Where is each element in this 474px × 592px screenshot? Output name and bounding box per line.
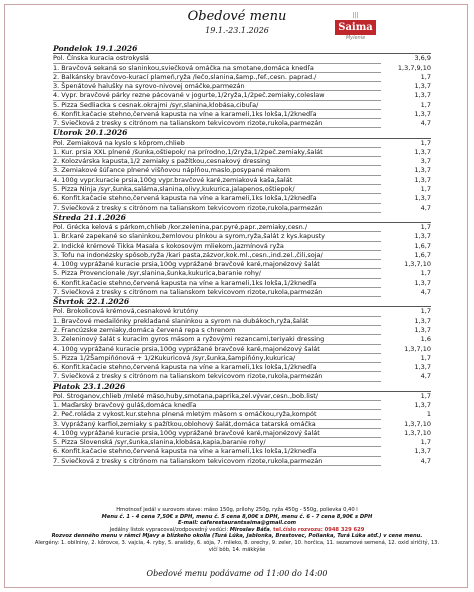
menu-item — [53, 176, 431, 185]
weights-note: Hmotnosť jedál v surovom stave: mäso 150g, prílohy 250g, ryža 450g - 550g, polievka 0,40 l — [116, 507, 358, 513]
menu-title: Obedové menu — [187, 9, 287, 24]
menu-item-name: 3. Špenátové halušky na syrovo-nivovej omáčke,parmezán — [53, 82, 381, 91]
menu-item — [53, 260, 431, 269]
menu-item — [53, 326, 431, 335]
menu-item — [53, 317, 431, 326]
menu-item — [53, 363, 431, 372]
menu-item-allergens: 1,3,7 — [414, 316, 431, 325]
responsible-name: Miroslav Báťa — [229, 526, 270, 533]
menu-item-name: 4. 100g vyprážané kuracie prsia,100g vyprážané bravčové karé,majonézový šalát — [53, 260, 381, 269]
delivery-note: Rozvoz denného menu v rámci Mjavy a blízkeho okolia (Turá Lúka, Jablonka, Brestovec, Polianka, Turá Lúka atď.) v cene menu. — [51, 533, 423, 540]
menu-dates: 19.1.-23.1.2026 — [205, 26, 269, 35]
menu-item-name: 6. Konfit.kačacie stehno,červená kapusta na víne a karameli,1ks lokša,1/2knedľa — [53, 363, 381, 372]
menu-item-allergens: 4,7 — [420, 372, 431, 381]
menu-item-name: 4. 100g vypr.kuracie prsia,100g vypr.bravčové karé,zemiaková kaša,šalát — [53, 176, 381, 185]
menu-item-allergens: 1,7 — [420, 100, 431, 109]
day-title: Pondelok 19.1.2026 — [53, 44, 431, 54]
menu-item — [53, 438, 431, 447]
menu-item-allergens: 1,3,7 — [414, 175, 431, 184]
menu-item-allergens: 1,3,7 — [414, 194, 431, 203]
menu-item-allergens: 4,7 — [420, 119, 431, 128]
menu-item — [53, 242, 431, 251]
menu-item-allergens: 1,7 — [420, 391, 431, 400]
menu-item-allergens: 1,3,7,10 — [404, 344, 431, 353]
menu-item-name: 1. Br.karé zapekané so slaninkou,žemlovou plnkou a syrom,ryža,šalát z kys.kapusty — [53, 232, 381, 241]
menu-item — [53, 73, 431, 82]
day-title: Utorok 20.1.2026 — [53, 128, 431, 138]
menu-item-name: Pol. Grécka kelová s párkom,chlieb /kor.zelenina,par.pyré,papr.,zemiaky,cesn./ — [53, 223, 381, 232]
menu-item-allergens: 1,3,7 — [414, 325, 431, 334]
logo-name: Saima — [335, 20, 376, 35]
menu-item-name: 1. Kur. prsia XXL plnené /šunka,oštiepok/ na prírodno,1/2ryža,1/2peč.zemiaky,šalát — [53, 148, 381, 157]
menu-item-allergens: 1,3,7 — [414, 447, 431, 456]
menu-item-name: 5. Pizza Provencionale /syr,slanina,šunka,kukurica,baranie rohy/ — [53, 269, 381, 278]
menu-item-name: 5. Pizza Sedliacka s cesnak.okrajmi /syr,slanina,klobása,cibuľa/ — [53, 101, 381, 110]
menu-item-name: Pol. Zemiaková na kyslo s kôprom,chlieb — [53, 139, 381, 148]
menu-item — [53, 269, 431, 278]
prices-note: Menu č. 1 - 4 cena 7,50€ s DPH, menu č. 5 cena 8,00€ s DPH, menu č. 6 - 7 cena 8,90€ s DPH — [101, 513, 373, 520]
menu-item — [53, 420, 431, 429]
menu-item-name: 1. Bravčové medailónky prekladané slaninkou a syrom na dubákoch,ryža,šalát — [53, 317, 381, 326]
email-note: E-mail: caferestaurantsaima@gmail.com — [177, 520, 297, 527]
menu-item-name: 3. Zeleninový šalát s kuracím gyros mäsom a ryžovými rezancami,teriyaki dressing — [53, 335, 381, 344]
menu-item-name: 6. Konfit.kačacie stehno,červená kapusta na víne a karameli,1ks lokša,1/2knedľa — [53, 110, 381, 119]
menu-item — [53, 279, 431, 288]
menu-item-name: 5. Pizza 1/2Šampiňónová + 1/2Kukuricová /syr,šunka,šampiňóny,kukurica/ — [53, 354, 381, 363]
menu-item-name: 6. Konfit.kačacie stehno,červená kapusta na víne a karameli,1ks lokša,1/2knedľa — [53, 279, 381, 288]
menu-item-name: 6. Konfit.kačacie stehno,červená kapusta na víne a karameli,1ks lokša,1/2knedľa — [53, 447, 381, 456]
menu-item-allergens: 1,3,7 — [414, 91, 431, 100]
menu-item — [53, 148, 431, 157]
menu-list — [53, 44, 431, 466]
menu-item-allergens: 1,7 — [420, 184, 431, 193]
menu-item-allergens: 4,7 — [420, 203, 431, 212]
menu-item-allergens: 1,3,7,10 — [404, 428, 431, 437]
responsible-prefix: Jedálny lístok vypracoval/zodpovedný vedúci: — [109, 526, 230, 533]
menu-item — [53, 82, 431, 91]
menu-item-name: 6. Konfit.kačacie stehno,červená kapusta na víne a karameli,1ks lokša,1/2knedľa — [53, 194, 381, 203]
menu-item-name: 7. Sviečková z tresky s citrónom na talianskom tekvicovom rizote,rukola,parmezán — [53, 288, 381, 297]
menu-item-name: 2. Peč.roláda z vykost.kur.stehna plnená mletým mäsom s omáčkou,ryža,kompót — [53, 410, 381, 419]
menu-item — [53, 54, 431, 63]
menu-item-allergens: 1,3,7,9,10 — [397, 63, 431, 72]
restaurant-logo — [334, 13, 377, 44]
menu-item-allergens: 4,7 — [420, 456, 431, 465]
menu-item-name: 5. Pizza Slovenská /syr,šunka,slanina,klobása,kapia,baranie rohy/ — [53, 438, 381, 447]
menu-item — [53, 307, 431, 316]
menu-item — [53, 139, 431, 148]
menu-item — [53, 64, 431, 73]
menu-item-allergens: 4,7 — [420, 287, 431, 296]
menu-item-name: 5. Pizza Ninja /syr,šunka,saláma,slanina,olivy,kukurica,jalapenos,oštiepok/ — [53, 185, 381, 194]
menu-item — [53, 410, 431, 419]
menu-item-allergens: 1,7 — [420, 438, 431, 447]
menu-item — [53, 372, 431, 381]
menu-item — [53, 119, 431, 128]
menu-item — [53, 232, 431, 241]
day-title: Streda 21.1.2026 — [53, 213, 431, 223]
menu-item-allergens: 3,7 — [420, 157, 431, 166]
menu-item-allergens: 1,3,7 — [414, 363, 431, 372]
menu-item — [53, 354, 431, 363]
menu-item-allergens: 1,6,7 — [414, 241, 431, 250]
menu-item-allergens: 1,6 — [420, 335, 431, 344]
menu-item — [53, 429, 431, 438]
menu-item-allergens: 1 — [426, 410, 431, 419]
serving-hours: Obedové menu podávame od 11:00 do 14:00 — [146, 569, 328, 578]
logo-subtitle: Mylenie — [345, 35, 366, 41]
menu-item-name: 3. Tofu na indonézsky spôsob,ryža /kari pasta,zázvor,kok.ml.,cesn.,ind.zel.,čili,soja/ — [53, 251, 381, 260]
menu-item-allergens: 1,3,7 — [414, 401, 431, 410]
menu-item-name: 2. Indické krémové Tikka Masala s kokosovým mliekom,jazmínová ryža — [53, 242, 381, 251]
logo-crown-icon: ||| — [352, 12, 359, 19]
menu-item-name: 7. Sviečková z tresky s citrónom na talianskom tekvicovom rizote,rukola,parmezán — [53, 372, 381, 381]
menu-item-allergens: 1,7 — [420, 72, 431, 81]
menu-item — [53, 91, 431, 100]
menu-item-allergens: 1,3,7 — [414, 82, 431, 91]
menu-item — [53, 447, 431, 456]
menu-item-allergens: 1,3,7 — [414, 147, 431, 156]
menu-item-name: 3. Zemiakové šúľance plnené višňovou náplňou,maslo,posypané makom — [53, 166, 381, 175]
menu-item-name: 7. Sviečková z tresky s citrónom na talianskom tekvicovom rizote,rukola,parmezán — [53, 119, 381, 128]
menu-item-name: 7. Sviečková z tresky s citrónom na talianskom tekvicovom rizote,rukola,parmezán — [53, 457, 381, 466]
menu-footer — [30, 507, 444, 553]
menu-item — [53, 457, 431, 466]
menu-item-allergens: 1,7 — [420, 138, 431, 147]
menu-item-allergens: 1,3,7 — [414, 278, 431, 287]
menu-item-name: 1. Maďarský bravčový guláš,domáca knedľa — [53, 401, 381, 410]
menu-item — [53, 157, 431, 166]
menu-item-name: Pol. Stroganov,chlieb /mleté mäso,huby,smotana,paprika,zel.vývar,cesn.,bob.list/ — [53, 392, 381, 401]
menu-item — [53, 101, 431, 110]
menu-item-name: 2. Balkánsky bravčovo-kurací plameň,ryža /lečo,slanina,šamp.,fef.,cesn. paprad./ — [53, 73, 381, 82]
menu-item-name: 4. 100g vyprážané kuracie prsia,100g vyprážané bravčové karé,majonézový šalát — [53, 345, 381, 354]
responsible-note: Jedálny lístok vypracoval/zodpovedný vedúci: Miroslav Báťa, tel.číslo rozvozu: 0948 329 629 — [109, 526, 365, 533]
menu-item — [53, 288, 431, 297]
menu-item-name: 3. Vyprážaný karfiol,zemiaky s pažítkou,oblohový šalát,domáca tatarská omáčka — [53, 420, 381, 429]
menu-item — [53, 194, 431, 203]
menu-item — [53, 110, 431, 119]
menu-item-name: Pol. Čínska kuracia ostrokyslá — [53, 54, 381, 63]
allergens-note: Alergény: 1. obilniny, 2. kôrovce, 3. vajcia, 4. ryby, 5. arašidy, 6. sója, 7. mlieko, 8. orechy, 9. zeler, 10. horčica, 11. sezamové semená, 12. oxid siričitý, 13. vlčí bôb, 14. mäkkýše — [34, 539, 440, 553]
menu-item-name: 4. Vypr. bravčové párky rezne pácované v jogurte,1/2ryža,1/2peč.zemiaky,coleslaw — [53, 91, 381, 100]
menu-item-allergens: 1,3,7 — [414, 166, 431, 175]
day-title: Štvrtok 22.1.2026 — [53, 297, 431, 307]
menu-item-allergens: 1,6,7 — [414, 250, 431, 259]
menu-item-allergens: 1,3,7 — [414, 232, 431, 241]
menu-item — [53, 185, 431, 194]
menu-item-name: 4. 100g vyprážané kuracie prsia,100g vyprážané bravčové karé,majonézový šalát — [53, 429, 381, 438]
menu-item-name: Pol. Brokolicová krémová,cesnakové krutóny — [53, 307, 381, 316]
menu-item — [53, 345, 431, 354]
menu-item — [53, 223, 431, 232]
menu-item-allergens: 1,3,7,10 — [404, 260, 431, 269]
menu-item-name: 2. Kolozvárska kapusta,1/2 zemiaky s pažítkou,cesnakový dressing — [53, 157, 381, 166]
menu-item — [53, 392, 431, 401]
menu-item — [53, 335, 431, 344]
menu-item-allergens: 3,6,9 — [414, 54, 431, 63]
menu-item-allergens: 1,3,7,10 — [404, 419, 431, 428]
menu-item-allergens: 1,7 — [420, 269, 431, 278]
menu-item — [53, 401, 431, 410]
delivery-phone: tel.číslo rozvozu: 0948 329 629 — [273, 526, 365, 533]
menu-item — [53, 166, 431, 175]
menu-item-name: 7. Sviečková z tresky s citrónom na talianskom tekvicovom rizote,rukola,parmezán — [53, 204, 381, 213]
menu-item-allergens: 1,7 — [420, 223, 431, 232]
menu-item-name: 2. Francúzske zemiaky,domáca červená repa s chrenom — [53, 326, 381, 335]
menu-item-allergens: 1,3,7 — [414, 109, 431, 118]
menu-item-allergens: 1,7 — [420, 353, 431, 362]
menu-item-name: 1. Bravčová sekaná so slaninkou,sviečková omáčka na smotane,domáca knedľa — [53, 64, 381, 73]
menu-item — [53, 204, 431, 213]
menu-item-allergens: 1,7 — [420, 307, 431, 316]
day-title: Piatok 23.1.2026 — [53, 382, 431, 392]
menu-item — [53, 251, 431, 260]
